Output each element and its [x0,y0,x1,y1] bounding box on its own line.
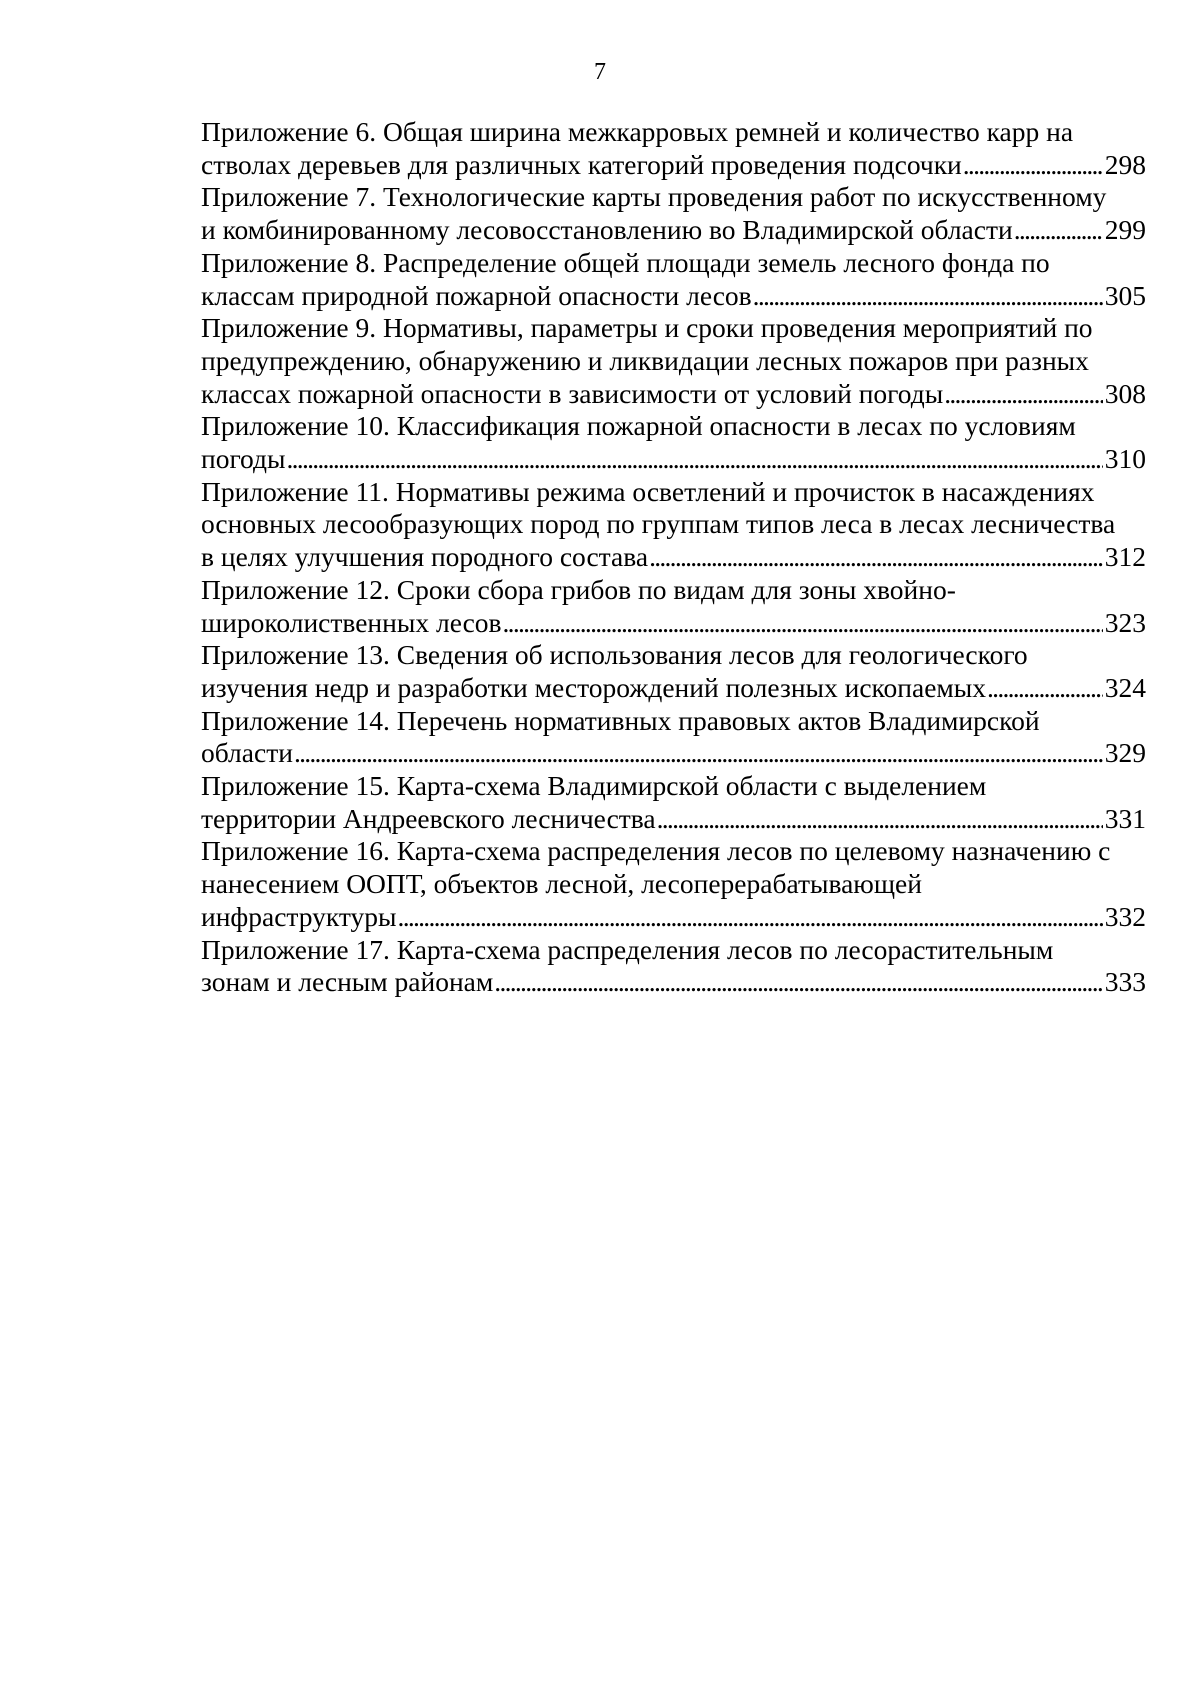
toc-entry-line: инфраструктуры [201,900,397,932]
toc-page-number: 333 [1104,966,1146,998]
toc-entry-line: основных лесообразующих пород по группам типов леса в лесах лесничества [201,508,1116,540]
page-number: 7 [594,59,606,85]
toc-entry-line: нанесением ООПТ, объектов лесной, лесоперерабатывающей [201,868,922,900]
toc-entry-line: Приложение 15. Карта-схема Владимирской области с выделением [201,770,987,802]
toc-page-number: 308 [1104,377,1146,409]
toc-entry[interactable] [201,705,1146,770]
toc-entry-line: изучения недр и разработки месторождений полезных ископаемых [201,671,987,703]
toc-entry-last-line [201,443,1146,476]
toc-entry-line: Приложение 12. Сроки сбора грибов по видам для зоны хвойно- [201,573,956,605]
toc-entry-line: зонам и лесным районам [201,966,494,998]
toc-entry-line: территории Андреевского лесничества [201,802,656,834]
toc-entry-last-line [201,149,1146,182]
toc-entry[interactable] [201,835,1146,933]
toc-entry-last-line [201,901,1146,934]
dot-leader [287,443,1103,476]
toc-entry-line: предупреждению, обнаружению и ликвидации лесных пожаров при разных [201,344,1089,376]
toc-entry-line: погоды [201,443,286,475]
toc-page-number: 331 [1104,802,1146,834]
toc-page-number: 323 [1104,606,1146,638]
toc-entry-line: и комбинированному лесовосстановлению во Владимирской области [201,214,1013,246]
toc-page-number: 329 [1104,737,1146,769]
toc-entry[interactable] [201,181,1146,246]
toc-entry-line: широколиственных лесов [201,606,502,638]
toc-entry[interactable] [201,770,1146,835]
dot-leader [503,607,1103,640]
toc-entry-line: Приложение 9. Нормативы, параметры и сроки проведения мероприятий по [201,312,1093,344]
table-of-contents [201,116,1146,999]
dot-leader [1014,214,1103,247]
toc-page-number: 310 [1104,443,1146,475]
toc-entry-line: Приложение 10. Классификация пожарной опасности в лесах по условиям [201,410,1076,442]
toc-entry-last-line [201,378,1146,411]
dot-leader [649,541,1103,574]
dot-leader [944,378,1103,411]
dot-leader [987,672,1103,705]
toc-entry-last-line [201,214,1146,247]
toc-page-number: 298 [1104,148,1146,180]
dot-leader [398,901,1103,934]
toc-entry[interactable] [201,410,1146,475]
dot-leader [494,966,1102,999]
toc-entry-line: стволах деревьев для различных категорий проведения подсочки [201,148,962,180]
toc-entry[interactable] [201,476,1146,574]
toc-entry-line: классах пожарной опасности в зависимости от условий погоды [201,377,944,409]
toc-entry-line: Приложение 14. Перечень нормативных правовых актов Владимирской [201,704,1040,736]
toc-entry[interactable] [201,934,1146,999]
toc-entry-line: классам природной пожарной опасности лесов [201,279,752,311]
toc-entry-last-line [201,280,1146,313]
dot-leader [657,803,1103,836]
toc-entry-line: Приложение 16. Карта-схема распределения лесов по целевому назначению с [201,835,1111,867]
toc-entry[interactable] [201,574,1146,639]
toc-entry[interactable] [201,116,1146,181]
toc-entry-line: Приложение 8. Распределение общей площади земель лесного фонда по [201,246,1050,278]
toc-entry-line: области [201,737,293,769]
toc-entry-line: Приложение 6. Общая ширина межкарровых ремней и количество карр на [201,116,1074,147]
toc-entry-line: Приложение 11. Нормативы режима осветлений и прочисток в насаждениях [201,475,1095,507]
toc-entry[interactable] [201,312,1146,410]
dot-leader [963,149,1103,182]
toc-entry[interactable] [201,639,1146,704]
toc-page-number: 332 [1104,900,1146,932]
toc-page-number: 324 [1104,671,1146,703]
toc-entry-last-line [201,803,1146,836]
toc-page-number: 312 [1104,541,1146,573]
toc-page-number: 305 [1104,279,1146,311]
dot-leader [753,280,1103,313]
toc-entry-line: в целях улучшения породного состава [201,541,649,573]
toc-entry-line: Приложение 13. Сведения об использования лесов для геологического [201,639,1028,671]
toc-entry-line: Приложение 7. Технологические карты проведения работ по искусственному [201,181,1107,213]
toc-entry-last-line [201,737,1146,770]
dot-leader [294,737,1103,770]
toc-entry-last-line [201,672,1146,705]
toc-entry-last-line [201,966,1146,999]
toc-page-number: 299 [1104,214,1146,246]
toc-entry-last-line [201,607,1146,640]
toc-entry-line: Приложение 17. Карта-схема распределения лесов по лесорастительным [201,933,1054,965]
toc-entry-last-line [201,541,1146,574]
toc-entry[interactable] [201,247,1146,312]
